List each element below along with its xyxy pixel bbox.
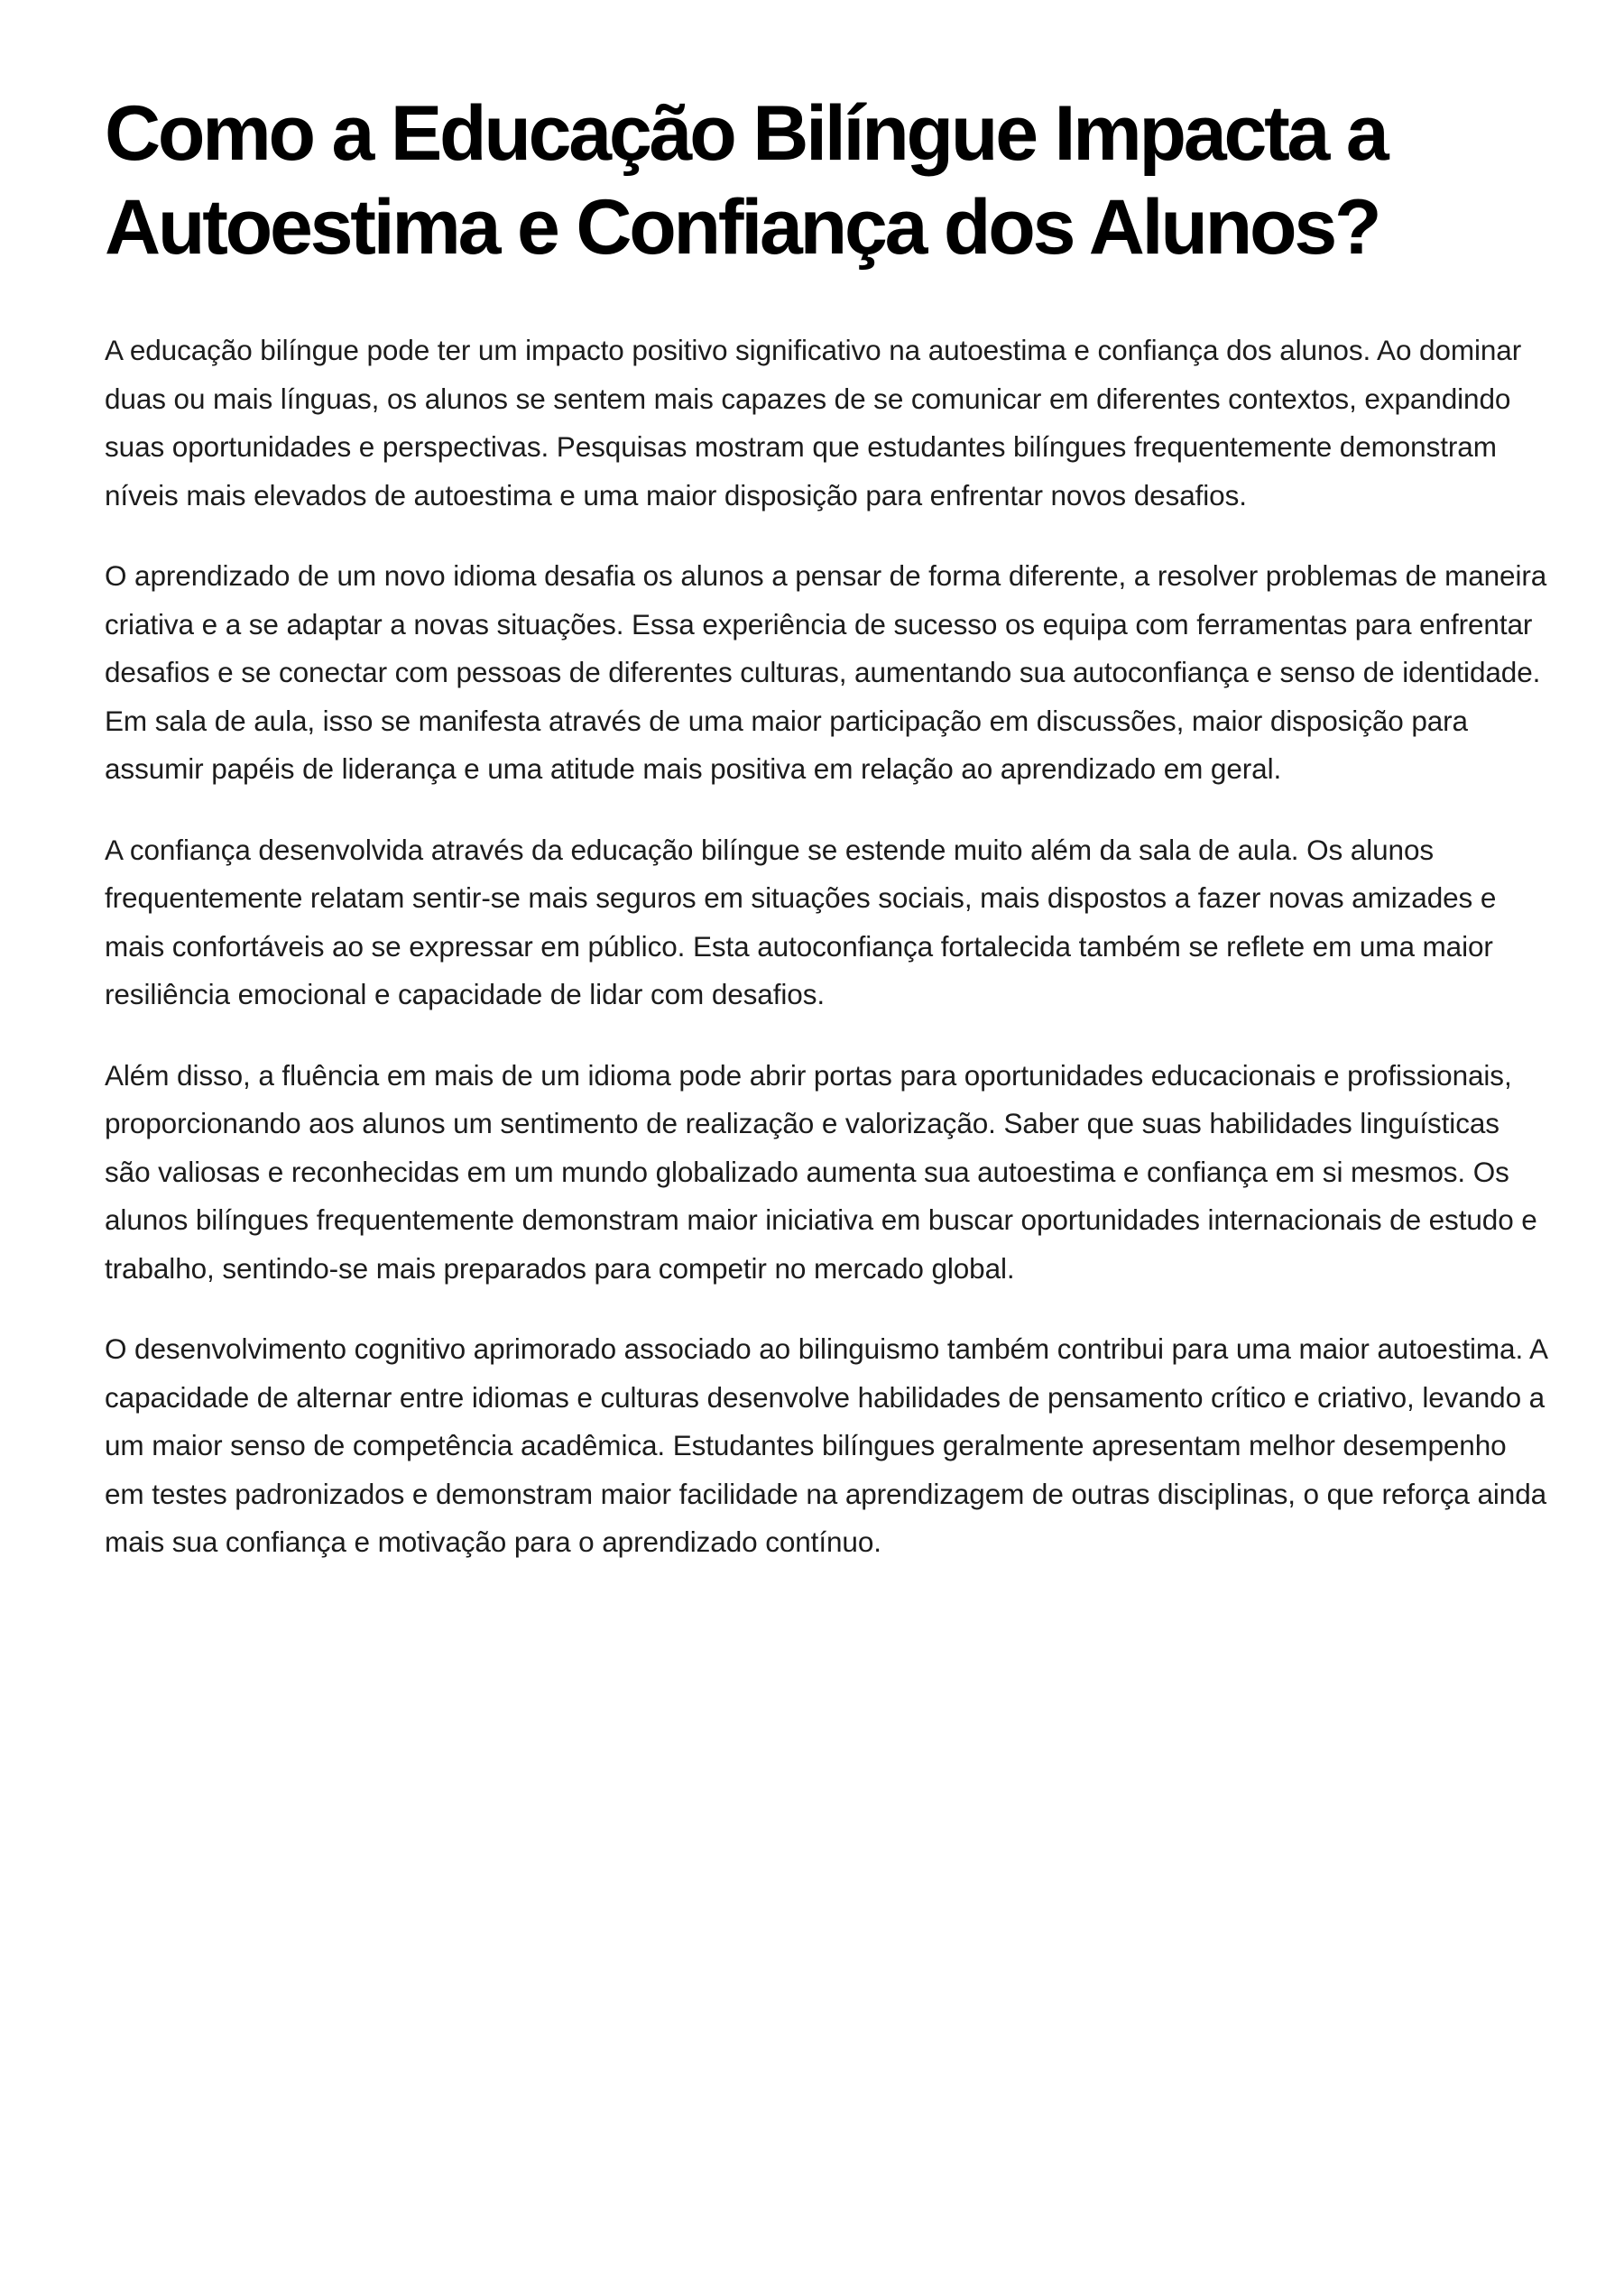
paragraph-2: O aprendizado de um novo idioma desafia os alunos a pensar de forma diferente, a resolver problemas de maneira criativa e a se adaptar a novas situações. Essa experiência de sucesso os equipa com ferramentas para enfrentar desafios e se conectar com pessoas de diferentes culturas, aumentando sua autoconfiança e senso de identidade. Em sala de aula, isso se manifesta através de uma maior participação em discussões, maior disposição para assumir papéis de liderança e uma atitude mais positiva em relação ao aprendizado em geral. [105,559,1547,785]
paragraph-1: A educação bilíngue pode ter um impacto positivo significativo na autoestima e confiança dos alunos. Ao dominar duas ou mais línguas, os alunos se sentem mais capazes de se comunicar em diferentes contextos, expandindo suas oportunidades e perspectivas. Pesquisas mostram que estudantes bilíngues frequentemente demonstram níveis mais elevados de autoestima e uma maior disposição para enfrentar novos desafios. [105,334,1522,512]
paragraph-5: O desenvolvimento cognitivo aprimorado associado ao bilinguismo também contribui para uma maior autoestima. A capacidade de alternar entre idiomas e culturas desenvolve habilidades de pensamento crítico e criativo, levando a um maior senso de competência acadêmica. Estudantes bilíngues geralmente apresentam melhor desempenho em testes padronizados e demonstram maior facilidade na aprendizagem de outras disciplinas, o que reforça ainda mais sua confiança e motivação para o aprendizado contínuo. [105,1332,1547,1558]
paragraph-3: A confiança desenvolvida através da educação bilíngue se estende muito além da sala de aula. Os alunos frequentemente relatam sentir-se mais seguros em situações sociais, mais dispostos a fazer novas amizades e mais confortáveis ao se expressar em público. Esta autoconfiança fortalecida também se reflete em uma maior resiliência emocional e capacidade de lidar com desafios. [105,833,1497,1010]
article-body [105,327,1548,1567]
page-title: Como a Educação Bilíngue Impacta a Autoestima e Confiança dos Alunos? [105,90,1387,271]
document-page [105,87,1548,1599]
paragraph-4: Além disso, a fluência em mais de um idioma pode abrir portas para oportunidades educacionais e profissionais, proporcionando aos alunos um sentimento de realização e valorização. Saber que suas habilidades linguísticas são valiosas e reconhecidas em um mundo globalizado aumenta sua autoestima e confiança em si mesmos. Os alunos bilíngues frequentemente demonstram maior iniciativa em buscar oportunidades internacionais de estudo e trabalho, sentindo-se mais preparados para competir no mercado global. [105,1058,1537,1285]
